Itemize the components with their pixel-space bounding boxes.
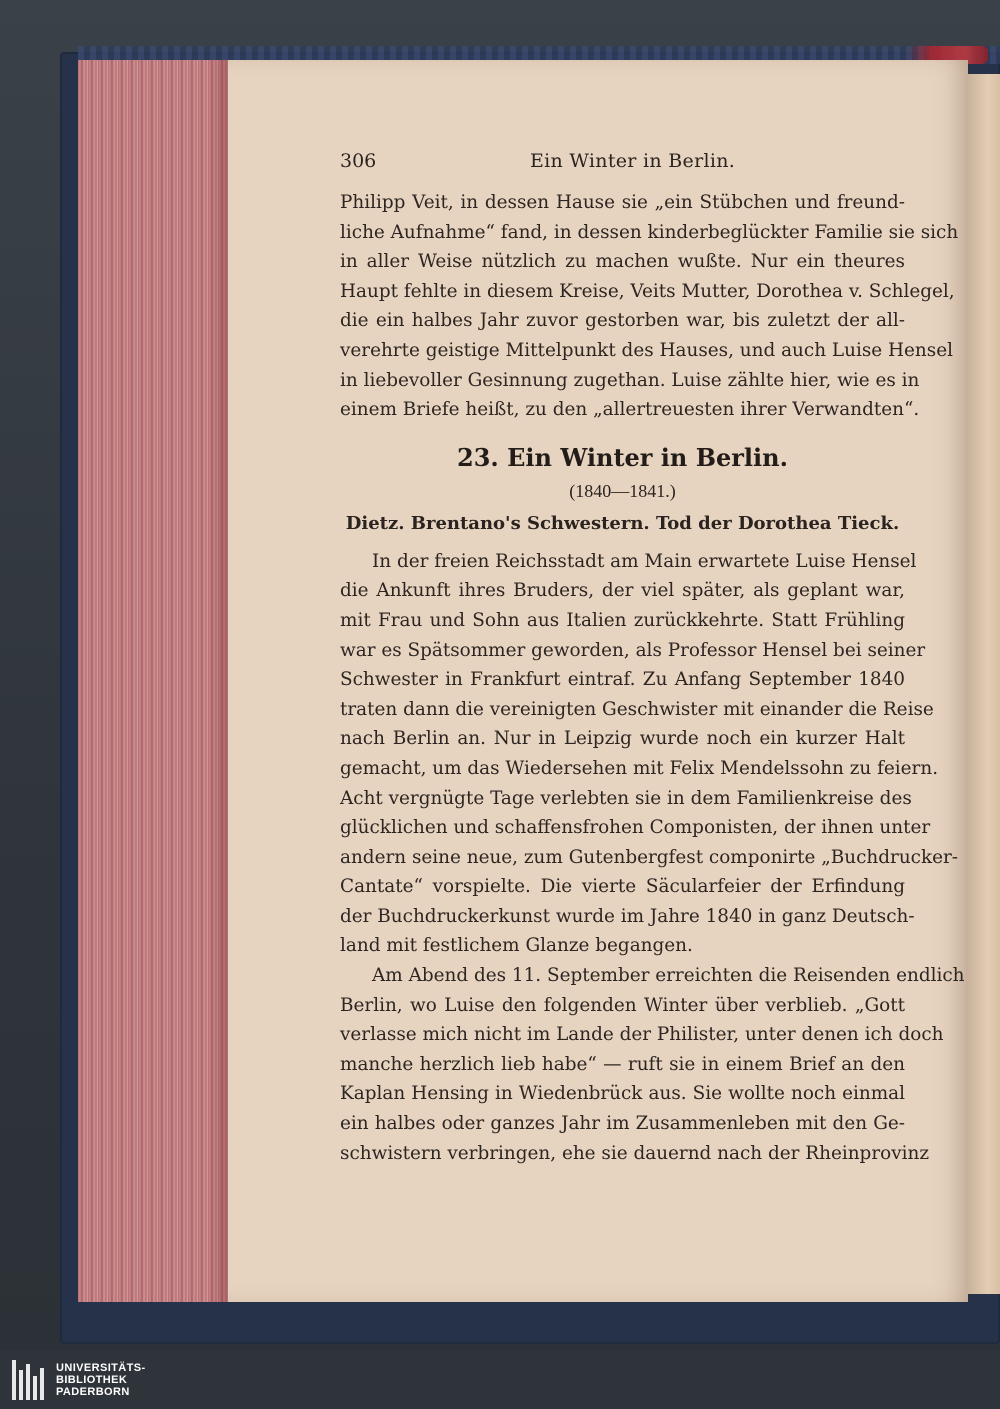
text-line: Acht vergnügte Tage verlebten sie in dem Familienkreise des <box>340 787 912 809</box>
text-line: der Buchdruckerkunst wurde im Jahre 1840 in ganz Deutsch- <box>340 905 915 927</box>
chapter-subtitle: Dietz. Brentano's Schwestern. Tod der Dorothea Tieck. <box>345 512 900 534</box>
paragraph-1 <box>340 188 959 425</box>
paragraph-2 <box>340 547 958 961</box>
text-line: in aller Weise nützlich zu machen wußte. Nur ein theures <box>340 251 905 273</box>
text-line: verlasse mich nicht im Lande der Philister, unter denen ich doch <box>340 1024 944 1046</box>
page-content <box>340 150 965 1168</box>
text-line: war es Spätsommer geworden, als Professor Hensel bei seiner <box>340 639 926 661</box>
logo-line: UNIVERSITÄTS- <box>56 1362 146 1374</box>
library-logo-icon <box>12 1360 48 1400</box>
text-line: Haupt fehlte in diesem Kreise, Veits Mutter, Dorothea v. Schlegel, <box>340 280 955 302</box>
text-line: einem Briefe heißt, zu den „allertreuesten ihrer Verwandten“. <box>340 399 920 421</box>
text-line: ein halbes oder ganzes Jahr im Zusammenleben mit den Ge- <box>340 1113 905 1135</box>
logo-line: PADERBORN <box>56 1386 130 1398</box>
text-line: land mit festlichem Glanze begangen. <box>340 935 693 957</box>
page-edges <box>78 60 230 1302</box>
text-line: nach Berlin an. Nur in Leipzig wurde noch ein kurzer Halt <box>340 728 905 750</box>
running-head <box>340 150 905 180</box>
chapter-years: (1840—1841.) <box>569 480 676 501</box>
text-line: die Ankunft ihres Bruders, der viel später, als geplant war, <box>340 580 905 602</box>
text-line: Philipp Veit, in dessen Hause sie „ein Stübchen und freund- <box>340 192 905 213</box>
text-line: andern seine neue, zum Gutenbergfest componirte „Buchdrucker- <box>340 846 958 868</box>
facing-page-edge <box>968 74 1000 1294</box>
chapter-heading: 23. Ein Winter in Berlin. <box>457 442 788 472</box>
library-logo <box>12 1360 146 1400</box>
library-logo-text <box>56 1362 146 1398</box>
text-line: liche Aufnahme“ fand, in dessen kinderbeglückter Familie sie sich <box>340 221 959 243</box>
text-line: manche herzlich lieb habe“ — ruft sie in einem Brief an den <box>340 1053 905 1075</box>
page-number: 306 <box>340 150 377 172</box>
text-line: glücklichen und schaffensfrohen Componisten, der ihnen unter <box>340 817 931 839</box>
text-line: Kaplan Hensing in Wiedenbrück aus. Sie wollte noch einmal <box>340 1083 905 1105</box>
paragraph-3 <box>340 961 965 1168</box>
text-line: Am Abend des 11. September erreichten die Reisenden endlich <box>372 965 965 987</box>
logo-line: BIBLIOTHEK <box>56 1374 128 1386</box>
text-line: traten dann die vereinigten Geschwister mit einander die Reise <box>340 698 934 720</box>
text-line: mit Frau und Sohn aus Italien zurückkehrte. Statt Frühling <box>340 609 905 631</box>
text-line: verehrte geistige Mittelpunkt des Hauses, und auch Luise Hensel <box>340 339 953 361</box>
text-line: Cantate“ vorspielte. Die vierte Säcularfeier der Erfindung <box>340 876 905 898</box>
text-line: in liebevoller Gesinnung zugethan. Luise zählte hier, wie es in <box>340 369 920 391</box>
text-line: Berlin, wo Luise den folgenden Winter über verblieb. „Gott <box>340 994 905 1016</box>
text-line: die ein halbes Jahr zuvor gestorben war, bis zuletzt der all- <box>340 310 905 332</box>
text-line: In der freien Reichsstadt am Main erwartete Luise Hensel <box>372 550 917 572</box>
text-line: schwistern verbringen, ehe sie dauernd nach der Rheinprovinz <box>340 1142 930 1164</box>
text-line: gemacht, um das Wiedersehen mit Felix Mendelssohn zu feiern. <box>340 757 939 779</box>
text-line: Schwester in Frankfurt eintraf. Zu Anfang September 1840 <box>340 669 905 691</box>
running-title: Ein Winter in Berlin. <box>530 150 736 172</box>
